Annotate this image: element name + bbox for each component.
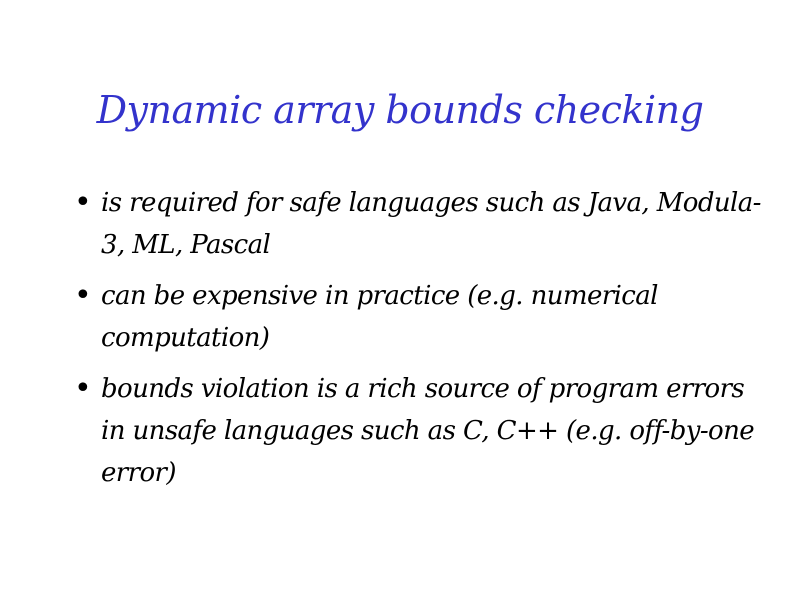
bullet-icon: • [74, 371, 92, 406]
bullet-text: bounds violation is a rich source of program errors in unsafe languages such as C, C++ (e.g. off-by-one error) [101, 374, 755, 488]
bullet-item [74, 182, 764, 266]
bullet-icon: • [74, 278, 92, 313]
bullet-text: can be expensive in practice (e.g. numerical computation) [101, 281, 658, 353]
bullet-list [74, 182, 764, 503]
bullet-icon: • [74, 185, 92, 220]
bullet-text: is required for safe languages such as Java, Modula-3, ML, Pascal [101, 188, 761, 260]
slide-title: Dynamic array bounds checking [96, 88, 704, 132]
bullet-item [74, 275, 764, 359]
bullet-item [74, 368, 764, 494]
